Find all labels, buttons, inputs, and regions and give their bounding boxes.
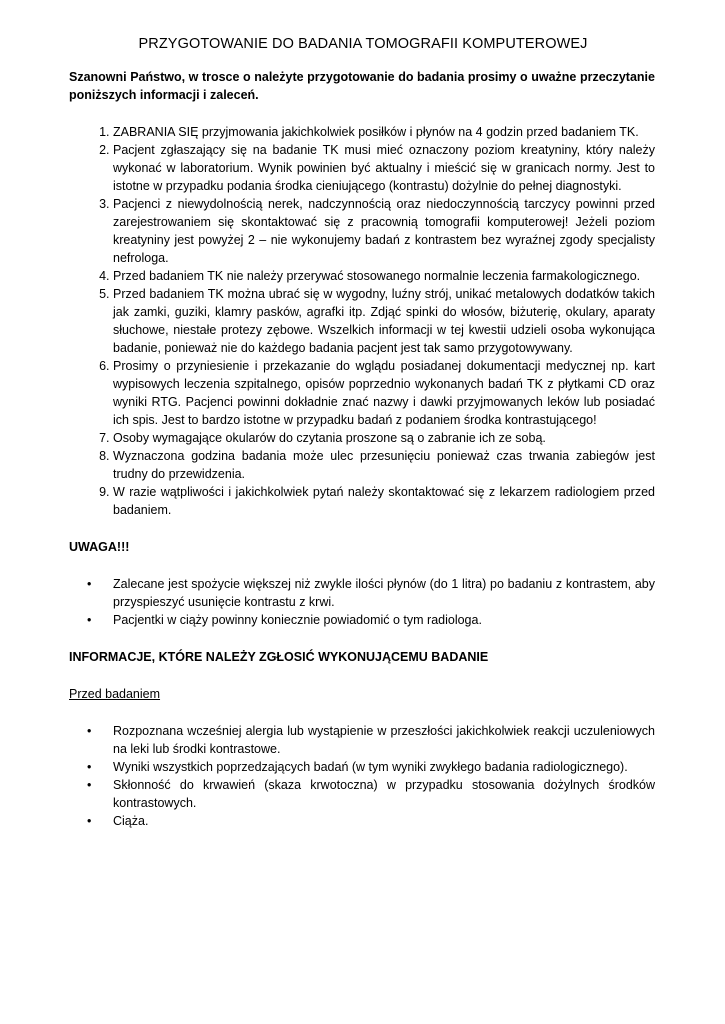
instruction-item: 8. Wyznaczona godzina badania może ulec przesunięciu ponieważ czas trwania zabiegów jest trudny do przewidzenia. xyxy=(113,447,655,483)
instruction-item: 4. Przed badaniem TK nie należy przerywać stosowanego normalnie leczenia farmakologicznego. xyxy=(113,267,655,285)
warning-item-text: Pacjentki w ciąży powinny koniecznie powiadomić o tym radiologa. xyxy=(113,613,482,627)
instruction-item: 9. W razie wątpliwości i jakichkolwiek pytań należy skontaktować się z lekarzem radiologiem przed badaniem. xyxy=(113,483,655,519)
before-exam-item xyxy=(87,776,655,812)
before-exam-item-text: Ciąża. xyxy=(113,814,149,828)
before-exam-heading: Przed badaniem xyxy=(69,687,161,701)
warning-item xyxy=(87,611,655,629)
instruction-item: 7. Osoby wymagające okularów do czytania proszone są o zabranie ich ze sobą. xyxy=(113,429,655,447)
before-exam-item-text: Skłonność do krwawień (skaza krwotoczna) w przypadku stosowania dożylnych środków kontrastowych. xyxy=(113,778,655,810)
instructions-list xyxy=(69,123,655,519)
warnings-list xyxy=(69,575,655,629)
before-exam-item-text: Wyniki wszystkich poprzedzających badań (w tym wyniki zwykłego badania radiologicznego). xyxy=(113,760,628,774)
instruction-item: 2. Pacjent zgłaszający się na badanie TK musi mieć oznaczony poziom kreatyniny, który należy wykonać w laboratorium. Wynik powinien być aktualny i mieścić się w granicach normy. Jest to istotne w przypadku podania środka cieniującego (kontrastu) dożylnie do pełnej diagnostyki. xyxy=(113,141,655,195)
warning-item-text: Zalecane jest spożycie większej niż zwykle ilości płynów (do 1 litra) po badaniu z kontrastem, aby przyspieszyć usunięcie kontrastu z krwi. xyxy=(113,577,655,609)
warning-heading: UWAGA!!! xyxy=(69,540,130,554)
bullet-icon: • xyxy=(87,577,92,591)
bullet-icon: • xyxy=(87,778,92,792)
warning-item xyxy=(87,575,655,611)
before-exam-item xyxy=(87,812,655,830)
instruction-item: 5. Przed badaniem TK można ubrać się w wygodny, luźny strój, unikać metalowych dodatków takich jak zamki, guziki, klamry pasków, agrafki itp. Zdjąć spinki do włosów, biżuterię, okulary, aparaty słuchowe, niestałe protezy zębowe. Wszelkich informacji w tej kwestii udzieli osoba wykonująca badanie, ponieważ nie do każdego badania pacjent jest tak samo przygotowywany. xyxy=(113,285,655,357)
intro-paragraph: Szanowni Państwo, w trosce o należyte przygotowanie do badania prosimy o uważne przeczytanie poniższych informacji i zaleceń. xyxy=(69,70,655,102)
bullet-icon: • xyxy=(87,613,92,627)
bullet-icon: • xyxy=(87,724,92,738)
before-exam-item xyxy=(87,758,655,776)
before-exam-item xyxy=(87,722,655,758)
instruction-item: 6. Prosimy o przyniesienie i przekazanie do wglądu posiadanej dokumentacji medycznej np. kart wypisowych leczenia szpitalnego, opisów poprzednio wykonanych badań TK z płytkami CD oraz wyniki RTG. Pacjenci powinni dokładnie znać nazwy i dawki przyjmowanych leków lub posiadać ich spis. Jest to bardzo istotne w przypadku badań z podaniem środka kontrastującego! xyxy=(113,357,655,429)
before-exam-item-text: Rozpoznana wcześniej alergia lub wystąpienie w przeszłości jakichkolwiek reakcji uczuleniowych na leki lub środki kontrastowe. xyxy=(113,724,655,756)
document-title: PRZYGOTOWANIE DO BADANIA TOMOGRAFII KOMPUTEROWEJ xyxy=(138,36,588,52)
bullet-icon: • xyxy=(87,814,92,828)
before-exam-list xyxy=(69,722,655,830)
instruction-item: 3. Pacjenci z niewydolnością nerek, nadczynnością oraz niedoczynnością tarczycy powinni przed zarejestrowaniem się skontaktować się z pracownią tomografii komputerowej! Jeżeli poziom kreatyniny jest powyżej 2 – nie wykonujemy badań z kontrastem bez wyraźnej zgody specjalisty nefrologa. xyxy=(113,195,655,267)
instruction-item: 1. ZABRANIA SIĘ przyjmowania jakichkolwiek posiłków i płynów na 4 godzin przed badaniem TK. xyxy=(113,123,655,141)
bullet-icon: • xyxy=(87,760,92,774)
report-heading: INFORMACJE, KTÓRE NALEŻY ZGŁOSIĆ WYKONUJĄCEMU BADANIE xyxy=(69,650,489,664)
